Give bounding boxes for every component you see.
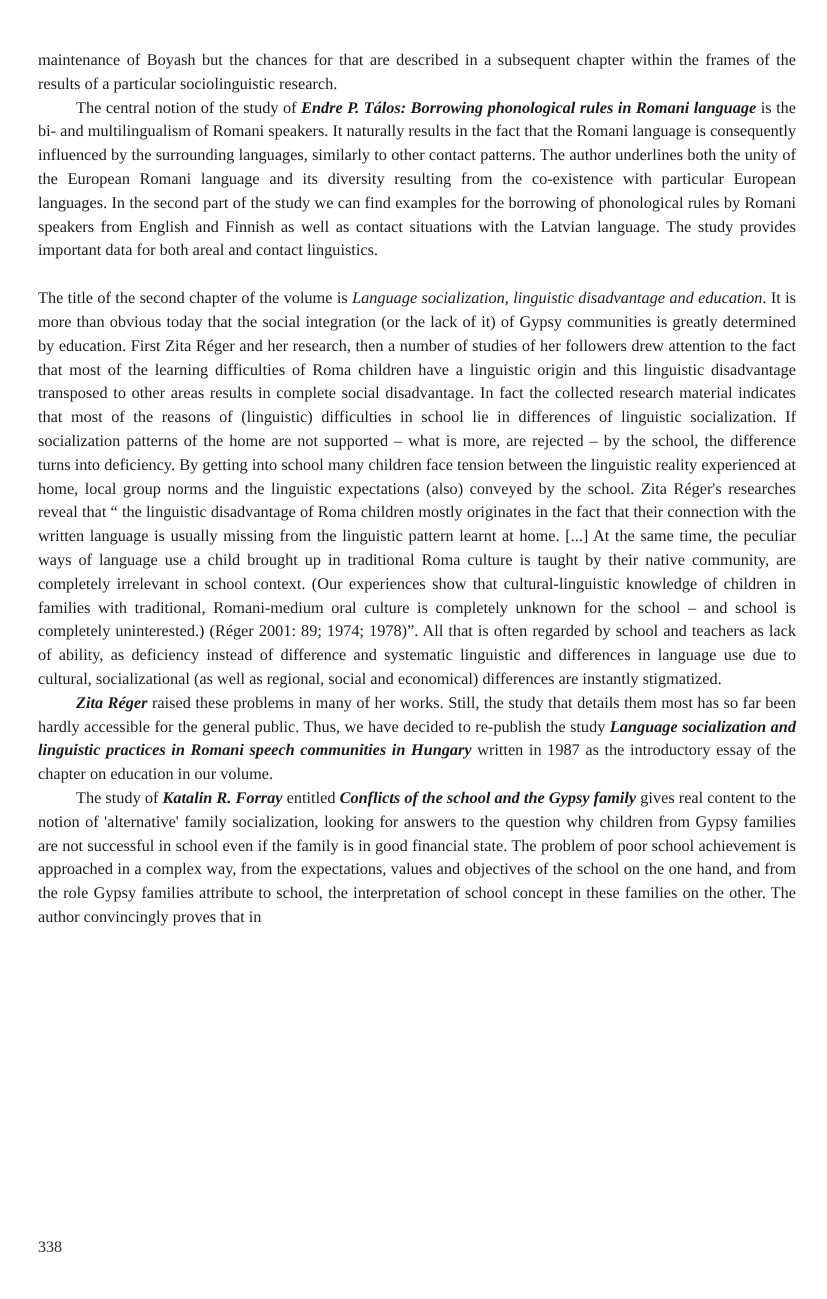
text-run: gives real content to the notion of 'alternative' family socialization, looking for answers to the question why children from Gypsy families are not successful in school even if the family is in good financial state. The problem of poor school achievement is approached in a complex way, from the expectations, values and objectives of the school on the one hand, and from the role Gypsy families attribute to school, the interpretation of school concept in these families on the other. The author convincingly proves that in: [38, 787, 797, 926]
text-run: maintenance of Boyash but the chances for that are described in a subsequent chapter within the frames of the results of a particular sociolinguistic research.: [38, 50, 796, 93]
emphasized-title: Conflicts of the school and the Gypsy family: [339, 787, 637, 807]
paragraph: [38, 786, 796, 929]
paragraph: [38, 286, 796, 691]
text-run: raised these problems in many of her works. Still, the study that details them most has so far been hardly accessible for the general public. Thus, we have decided to re-publish the study: [38, 692, 796, 736]
body-text: [38, 48, 796, 929]
emphasized-title: Endre P. Tálos: Borrowing phonological rules in Romani language: [301, 97, 757, 117]
text-run: . It is more than obvious today that the social integration (or the lack of it) of Gypsy communities is greatly determined by education. First Zita Réger and her research, then a number of studies of her followers drew attention to the fact that most of the learning difficulties of Roma children have a linguistic origin and this linguistic disadvantage transposed to other areas results in complete social disadvantage. In fact the collected research material indicates that most of the reasons of (linguistic) difficulties in school lie in differences of linguistic socialization. If socialization patterns of the home are not supported – what is more, are rejected – by the school, the difference turns into deficiency. By getting into school many children face tension between the linguistic reality experienced at home, local group norms and the linguistic expectations (also) conveyed by the school. Zita Réger's researches reveal that “ the linguistic disadvantage of Roma children mostly originates in the fact that their connection with the written language is usually missing from the linguistic pattern learnt at home. [...] At the same time, the peculiar ways of language use a child brought up in traditional Roma culture is taught by their native community, are completely irrelevant in school context. (Our experiences show that cultural-linguistic knowledge of children in families with traditional, Romani-medium oral culture is completely unknown for the school – and school is completely uninterested.) (Réger 2001: 89; 1974; 1978)”. All that is often regarded by school and teachers as lack of ability, as deficiency instead of difference and systematic linguistic and differences in language use due to cultural, socializational (as well as regional, social and economical) differences are instantly stigmatized.: [38, 288, 796, 688]
emphasized-title: Zita Réger: [76, 692, 148, 712]
page-number: 338: [38, 1239, 62, 1256]
paragraph: [38, 691, 796, 786]
emphasized-title: Language socialization and linguistic practices in Romani speech communities in Hungary: [38, 716, 796, 760]
paragraph: [38, 48, 796, 96]
text-run: written in 1987 as the introductory essay of the chapter on education in our volume.: [38, 740, 796, 784]
paragraph: [38, 96, 796, 263]
text-run: The title of the second chapter of the volume is: [38, 288, 353, 308]
text-run: The central notion of the study of: [76, 97, 302, 117]
text-run: The study of: [76, 787, 163, 807]
text-run: is the bi- and multilingualism of Romani speakers. It naturally results in the fact that the Romani language is consequently influenced by the surrounding languages, similarly to other contact patterns. The author underlines both the unity of the European Romani language and its diversity resulting from the co-existence with particular European languages. In the second part of the study we can find examples for the borrowing of phonological rules by Romani speakers from English and Finnish as well as contact situations with the Latvian language. The study provides important data for both areal and contact linguistics.: [38, 97, 797, 260]
italic-title: Language socialization, linguistic disadvantage and education: [352, 288, 763, 308]
emphasized-title: Katalin R. Forray: [162, 787, 283, 807]
text-run: entitled: [282, 787, 340, 807]
